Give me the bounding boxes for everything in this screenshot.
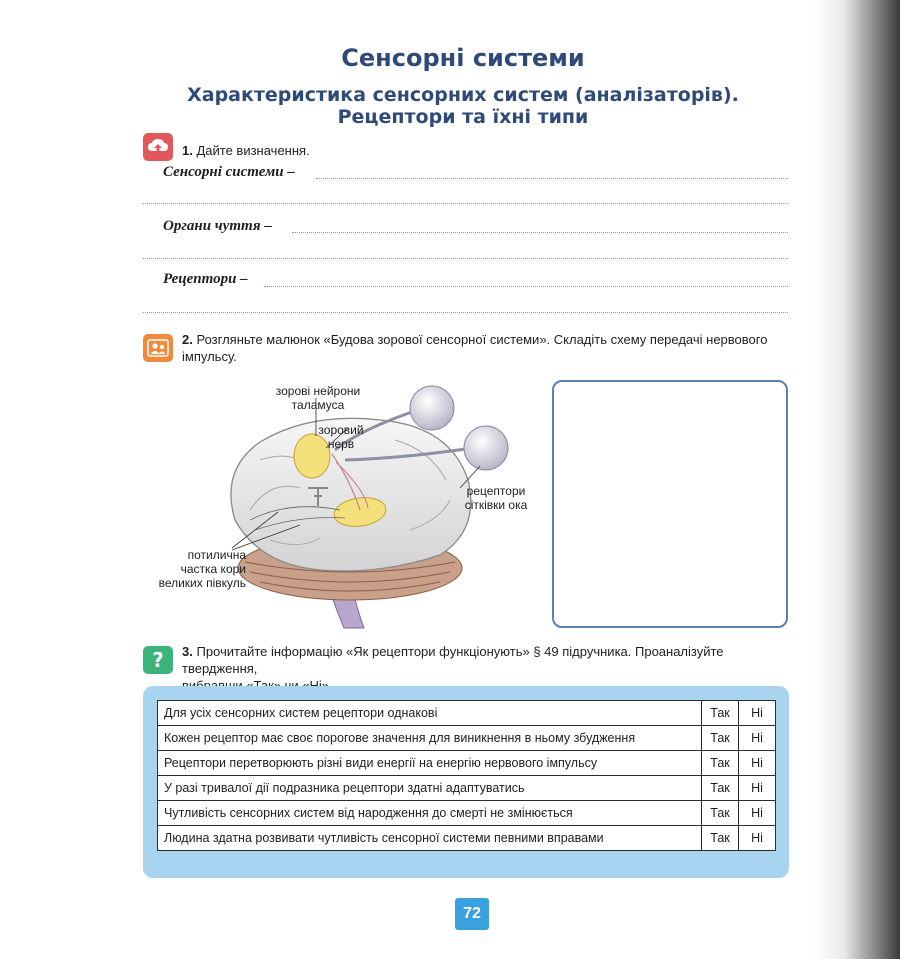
statement-text: Людина здатна розвивати чутливість сенсорної системи певними вправами (158, 826, 702, 851)
yes-option[interactable]: Так (702, 701, 739, 726)
no-option[interactable]: Ні (739, 726, 776, 751)
table-row (158, 701, 776, 726)
upload-icon (143, 133, 173, 161)
scheme-answer-box[interactable] (552, 380, 788, 628)
yes-option[interactable]: Так (702, 801, 739, 826)
no-option[interactable]: Ні (739, 751, 776, 776)
eye-upper (410, 386, 454, 430)
page-subtitle (0, 84, 900, 128)
yes-option[interactable]: Так (702, 751, 739, 776)
statements-table (157, 700, 776, 851)
yes-option[interactable]: Так (702, 826, 739, 851)
yes-option[interactable]: Так (702, 726, 739, 751)
table-row (158, 776, 776, 801)
statement-text: Для усіх сенсорних систем рецептори однакові (158, 701, 702, 726)
label-thalamus: зорові нейрони таламуса (275, 384, 361, 412)
page-title: Сенсорні системи (341, 44, 585, 72)
no-option[interactable]: Ні (739, 826, 776, 851)
table-row (158, 726, 776, 751)
task2-text-line2: імпульсу. (182, 349, 237, 364)
table-row (158, 801, 776, 826)
task3-number: 3. (182, 644, 193, 659)
no-option[interactable]: Ні (739, 801, 776, 826)
table-row (158, 826, 776, 851)
question-icon: ? (143, 646, 173, 674)
no-option[interactable]: Ні (739, 776, 776, 801)
subtitle-line-1: Характеристика сенсорних систем (аналізаторів). (187, 84, 739, 106)
eye-lower (464, 426, 508, 470)
answer-line[interactable] (292, 232, 788, 233)
statement-text: Кожен рецептор має своє порогове значення для виникнення в ньому збудження (158, 726, 702, 751)
people-icon (143, 334, 173, 362)
term-sensory-systems: Сенсорні системи – (163, 164, 295, 180)
answer-line[interactable] (143, 258, 788, 259)
term-receptors: Рецептори – (163, 271, 248, 287)
task1-instruction (182, 142, 310, 159)
statement-text: Рецептори перетворюють різні види енергії на енергію нервового імпульсу (158, 751, 702, 776)
label-retina-receptors: рецептори сітківки ока (464, 484, 528, 512)
answer-line[interactable] (316, 178, 788, 179)
no-option[interactable]: Ні (739, 701, 776, 726)
statement-text: Чутливість сенсорних систем від народження до смерті не змінюється (158, 801, 702, 826)
label-optic-nerve: зоровий нерв (318, 423, 364, 451)
task3-text-line1: Прочитайте інформацію «Як рецептори функціонують» § 49 підручника. Проаналізуйте твердження, (182, 644, 724, 676)
statement-text: У разі тривалої дії подразника рецептори здатні адаптуватись (158, 776, 702, 801)
page-number: 72 (455, 898, 489, 930)
answer-line[interactable] (143, 203, 788, 204)
task2-text-line1: Розгляньте малюнок «Будова зорової сенсорної системи». Складіть схему передачі нервового (196, 332, 768, 347)
task2-instruction (182, 331, 792, 365)
yes-option[interactable]: Так (702, 776, 739, 801)
task1-text: Дайте визначення. (196, 143, 310, 158)
table-row (158, 751, 776, 776)
answer-line[interactable] (264, 286, 788, 287)
task1-number: 1. (182, 143, 193, 158)
term-sense-organs: Органи чуття – (163, 218, 272, 234)
statements-panel (143, 686, 789, 878)
task2-number: 2. (182, 332, 193, 347)
subtitle-line-2: Рецептори та їхні типи (337, 106, 589, 128)
answer-line[interactable] (143, 312, 788, 313)
label-occipital-cortex: потилична частка кори великих півкуль (158, 548, 246, 590)
page-edge-shadow (814, 0, 900, 959)
